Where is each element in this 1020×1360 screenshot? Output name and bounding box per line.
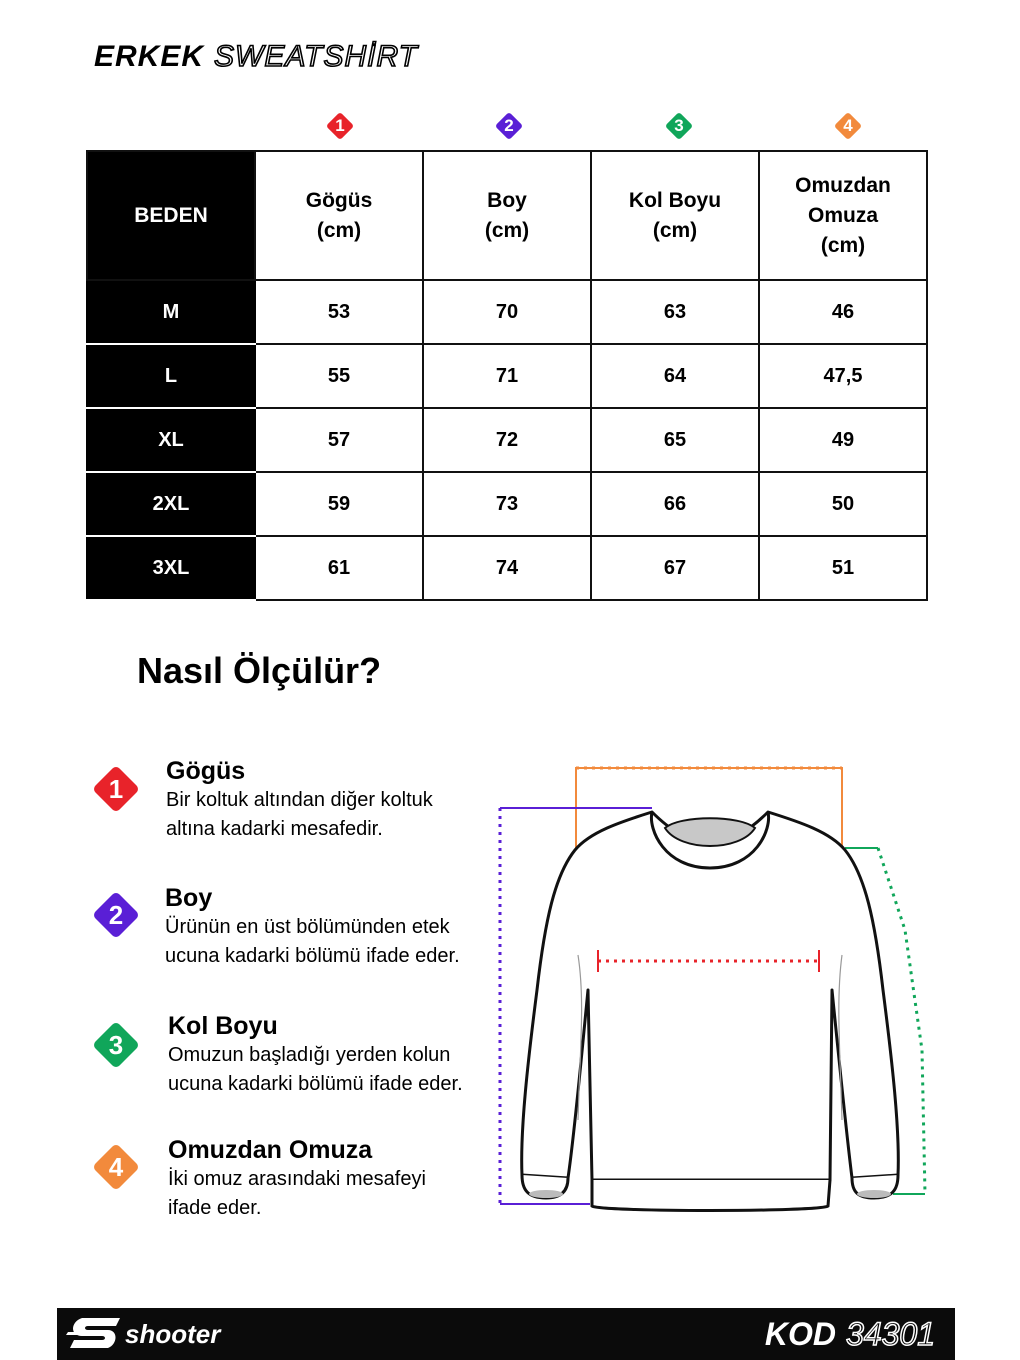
title-bold: ERKEK [94,40,205,73]
brand-name: shooter [125,1319,221,1349]
item-title: Kol Boyu [168,1012,278,1040]
header-omuzdan-omuza: Omuzdan Omuza (cm) [759,151,927,280]
item-badge-1: 1 [91,764,141,814]
table-row [87,408,927,472]
measure-item-omuzdan-omuza [168,1136,488,1223]
table-row [87,472,927,536]
table-cell: 53 [255,280,423,344]
size-label: XL [87,408,255,472]
size-label: L [87,344,255,408]
table-cell: 70 [423,280,591,344]
item-title: Gögüs [166,757,246,785]
item-badge-2: 2 [91,890,141,940]
header-kol-boyu: Kol Boyu (cm) [591,151,759,280]
column-badge-2: 2 [494,111,524,141]
product-code: KOD 34301 [764,1316,935,1352]
table-cell: 61 [255,536,423,600]
item-title: Omuzdan Omuza [168,1136,373,1164]
table-cell: 51 [759,536,927,600]
table-cell: 47,5 [759,344,927,408]
table-cell: 64 [591,344,759,408]
item-description: Omuzun başladığı yerden kolun ucuna kadarki bölümü ifade eder. [168,1044,463,1095]
table-header-row [87,151,927,280]
item-description: Bir koltuk altından diğer koltuk altına kadarki mesafedir. [166,789,433,840]
how-to-measure-title: Nasıl Ölçülür? [137,650,382,691]
table-row [87,536,927,600]
table-cell: 49 [759,408,927,472]
sweatshirt-outline-icon [495,760,935,1220]
table-row [87,280,927,344]
column-badge-1: 1 [325,111,355,141]
table-cell: 67 [591,536,759,600]
table-cell: 72 [423,408,591,472]
table-cell: 71 [423,344,591,408]
item-description: İki omuz arasındaki mesafeyi ifade eder. [168,1168,426,1219]
size-label: 3XL [87,536,255,600]
table-cell: 55 [255,344,423,408]
size-table [86,150,928,601]
header-beden: BEDEN [87,151,255,280]
title-outline: SWEATSHİRT [214,40,418,73]
item-badge-4: 4 [91,1142,141,1192]
table-cell: 74 [423,536,591,600]
table-cell: 57 [255,408,423,472]
table-cell: 73 [423,472,591,536]
page-title [94,40,418,74]
item-title: Boy [165,884,213,912]
column-badge-4: 4 [833,111,863,141]
measure-item-gogus [166,757,486,844]
table-row [87,344,927,408]
item-description: Ürünün en üst bölümünden etek ucuna kadarki bölümü ifade eder. [165,916,460,967]
table-cell: 50 [759,472,927,536]
table-cell: 63 [591,280,759,344]
header-gogus: Gögüs (cm) [255,151,423,280]
table-cell: 46 [759,280,927,344]
table-cell: 65 [591,408,759,472]
measure-item-kol-boyu [168,1012,488,1099]
measure-item-boy [165,884,485,971]
table-cell: 66 [591,472,759,536]
item-badge-3: 3 [91,1020,141,1070]
column-badge-3: 3 [664,111,694,141]
size-label: 2XL [87,472,255,536]
size-label: M [87,280,255,344]
table-cell: 59 [255,472,423,536]
shooter-s-logo-icon [66,1314,124,1354]
header-boy: Boy (cm) [423,151,591,280]
